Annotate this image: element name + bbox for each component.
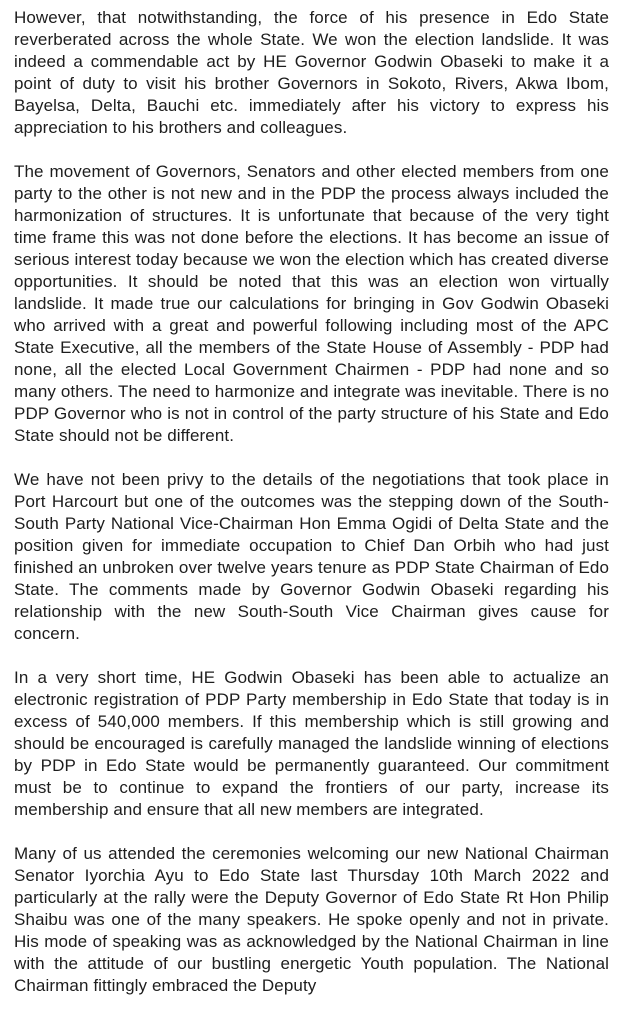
paragraph-1: However, that notwithstanding, the force of his presence in Edo State reverberated across the whole State. We won the election landslide. It was indeed a commendable act by HE Governor Godwin Obaseki to make it a point of duty to visit his brother Governors in Sokoto, Rivers, Akwa Ibom, Bayelsa, Delta, Bauchi etc. immediately after his victory to express his appreciation to his brothers and colleagues.	[14, 8, 609, 137]
paragraph-5: Many of us attended the ceremonies welcoming our new National Chairman Senator Iyorchia Ayu to Edo State last Thursday 10th March 2022 and particularly at the rally were the Deputy Governor of Edo State Rt Hon Philip Shaibu was one of the many speakers. He spoke openly and not in private. His mode of speaking was as acknowledged by the National Chairman in line with the attitude of our bustling energetic Youth population. The National Chairman fittingly embraced the Deputy	[14, 844, 609, 995]
paragraph-3: We have not been privy to the details of the negotiations that took place in Port Harcourt but one of the outcomes was the stepping down of the South-South Party National Vice-Chairman Hon Emma Ogidi of Delta State and the position given for immediate occupation to Chief Dan Orbih who had just finished an unbroken over twelve years tenure as PDP State Chairman of Edo State. The comments made by Governor Godwin Obaseki regarding his relationship with the new South-South Vice Chairman gives cause for concern.	[14, 470, 609, 643]
paragraph-4: In a very short time, HE Godwin Obaseki has been able to actualize an electronic registration of PDP Party membership in Edo State that today is in excess of 540,000 members. If this membership which is still growing and should be encouraged is carefully managed the landslide winning of elections by PDP in Edo State would be permanently guaranteed. Our commitment must be to continue to expand the frontiers of our party, increase its membership and ensure that all new members are integrated.	[14, 668, 609, 819]
paragraph-2: The movement of Governors, Senators and other elected members from one party to the other is not new and in the PDP the process always included the harmonization of structures. It is unfortunate that because of the very tight time frame this was not done before the elections. It has become an issue of serious interest today because we won the election which has created diverse opportunities. It should be noted that this was an election won virtually landslide. It made true our calculations for bringing in Gov Godwin Obaseki who arrived with a great and powerful following including most of the APC State Executive, all the members of the State House of Assembly - PDP had none, all the elected Local Government Chairmen - PDP had none and so many others. The need to harmonize and integrate was inevitable. There is no PDP Governor who is not in control of the party structure of his State and Edo State should not be different.	[14, 162, 609, 445]
